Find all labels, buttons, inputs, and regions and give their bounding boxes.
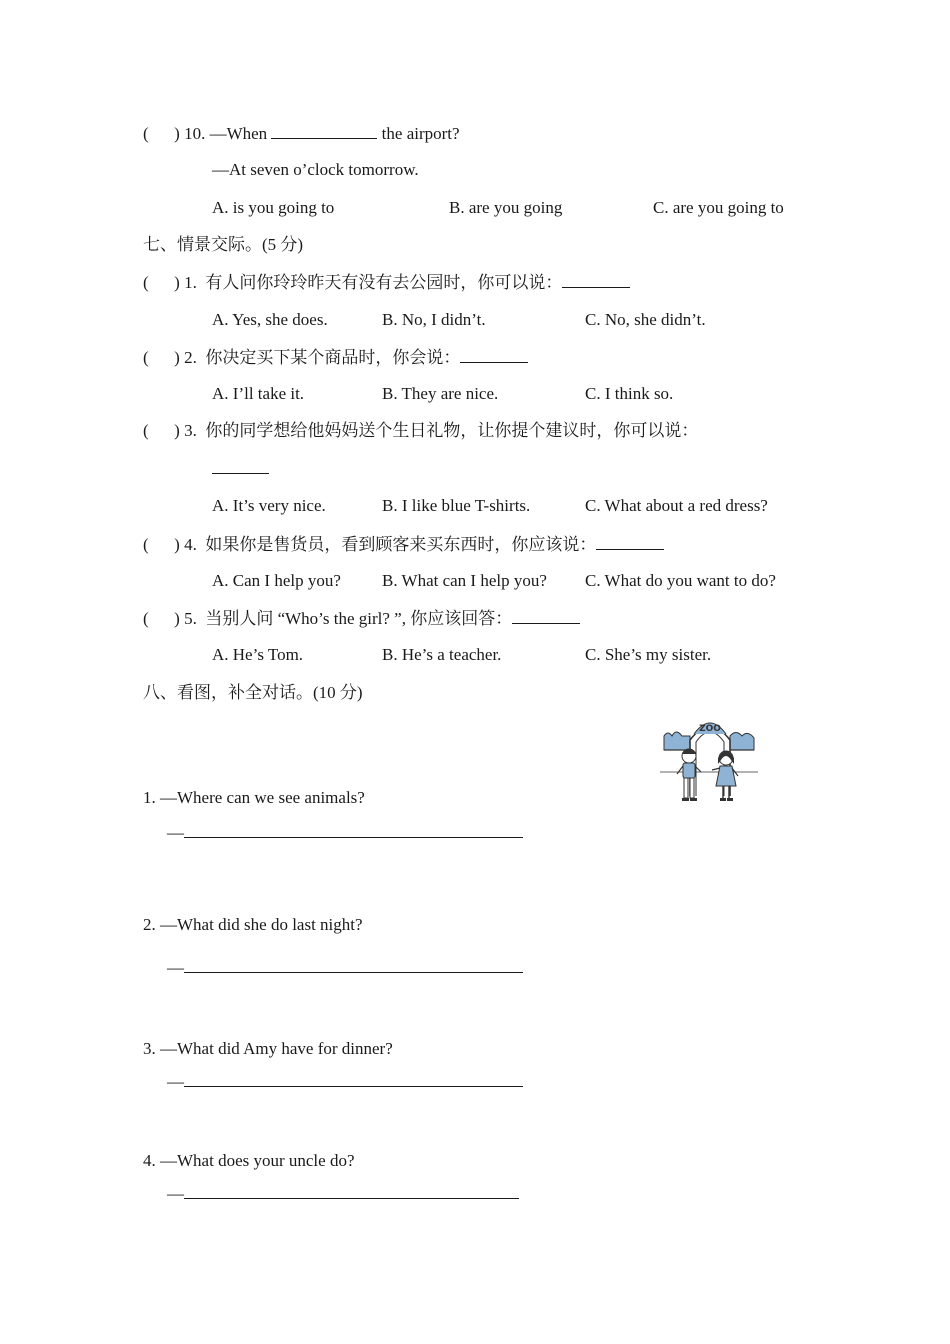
- s7-q3-blank-line: [212, 458, 269, 479]
- s7-q5-stem: ( ) 5. 当别人问 “Who’s the girl? ”, 你应该回答：: [143, 608, 580, 629]
- zoo-gate-icon: [660, 723, 758, 796]
- s8-q4-question: 4. —What does your uncle do?: [143, 1151, 355, 1170]
- section7-title: 七、情景交际。(5 分): [143, 235, 304, 254]
- s7-q1-stem: ( ) 1. 有人问你玲玲昨天有没有去公园时，你可以说：: [143, 272, 630, 293]
- answer-blank[interactable]: [184, 1183, 519, 1199]
- s7-q2-option-a[interactable]: A. I’ll take it.: [212, 384, 305, 403]
- s8-q4-answer-line: —: [167, 1183, 519, 1204]
- answer-blank[interactable]: [184, 1071, 523, 1087]
- s7-q3-stem: ( ) 3. 你的同学想给他妈妈送个生日礼物，让你提个建议时，你可以说：: [143, 421, 699, 440]
- s7-q4-stem: ( ) 4. 如果你是售货员，看到顾客来买东西时，你应该说：: [143, 534, 664, 555]
- s8-q3-question: 3. —What did Amy have for dinner?: [143, 1039, 393, 1058]
- s7-q4-option-a[interactable]: A. Can I help you?: [212, 571, 341, 590]
- s7-q2-stem: ( ) 2. 你决定买下某个商品时，你会说：: [143, 347, 528, 368]
- answer-blank[interactable]: [460, 347, 528, 363]
- s8-q1-question: 1. —Where can we see animals?: [143, 788, 365, 807]
- q10-option-a[interactable]: A. is you going to: [212, 198, 335, 217]
- s7-q3-option-b[interactable]: B. I like blue T-shirts.: [382, 496, 531, 515]
- s7-q5-option-b[interactable]: B. He’s a teacher.: [382, 645, 502, 664]
- zoo-sign-text: ZOO: [699, 724, 721, 734]
- s8-q2-question: 2. —What did she do last night?: [143, 915, 363, 934]
- answer-blank[interactable]: [596, 534, 664, 550]
- s7-q5-option-c[interactable]: C. She’s my sister.: [585, 645, 712, 664]
- s7-q3-option-c[interactable]: C. What about a red dress?: [585, 496, 768, 515]
- s7-q3-option-a[interactable]: A. It’s very nice.: [212, 496, 326, 515]
- q10-answer: —At seven o’clock tomorrow.: [212, 160, 419, 179]
- q10-option-c[interactable]: C. are you going to: [653, 198, 784, 217]
- answer-blank[interactable]: [512, 608, 580, 624]
- s7-q2-option-b[interactable]: B. They are nice.: [382, 384, 499, 403]
- answer-blank[interactable]: [212, 458, 269, 474]
- s8-q1-answer-line: —: [167, 822, 523, 843]
- s8-q3-answer-line: —: [167, 1071, 523, 1092]
- s7-q5-option-a[interactable]: A. He’s Tom.: [212, 645, 304, 664]
- s7-q1-option-c[interactable]: C. No, she didn’t.: [585, 310, 706, 329]
- s8-q2-answer-line: —: [167, 957, 523, 978]
- answer-blank[interactable]: [184, 822, 523, 838]
- girl-figure-icon: [712, 751, 738, 801]
- s7-q4-option-b[interactable]: B. What can I help you?: [382, 571, 547, 590]
- s7-q2-option-c[interactable]: C. I think so.: [585, 384, 674, 403]
- answer-blank[interactable]: [184, 957, 523, 973]
- s7-q1-option-b[interactable]: B. No, I didn’t.: [382, 310, 486, 329]
- answer-blank[interactable]: [271, 123, 377, 139]
- boy-figure-icon: [677, 749, 701, 801]
- q10-option-b[interactable]: B. are you going: [449, 198, 563, 217]
- s7-q1-option-a[interactable]: A. Yes, she does.: [212, 310, 328, 329]
- s7-q4-option-c[interactable]: C. What do you want to do?: [585, 571, 776, 590]
- q10-stem: ( ) 10. —When the airport?: [143, 124, 460, 143]
- section8-title: 八、看图，补全对话。(10 分): [143, 683, 363, 702]
- zoo-illustration: [660, 716, 758, 806]
- answer-blank[interactable]: [562, 272, 630, 288]
